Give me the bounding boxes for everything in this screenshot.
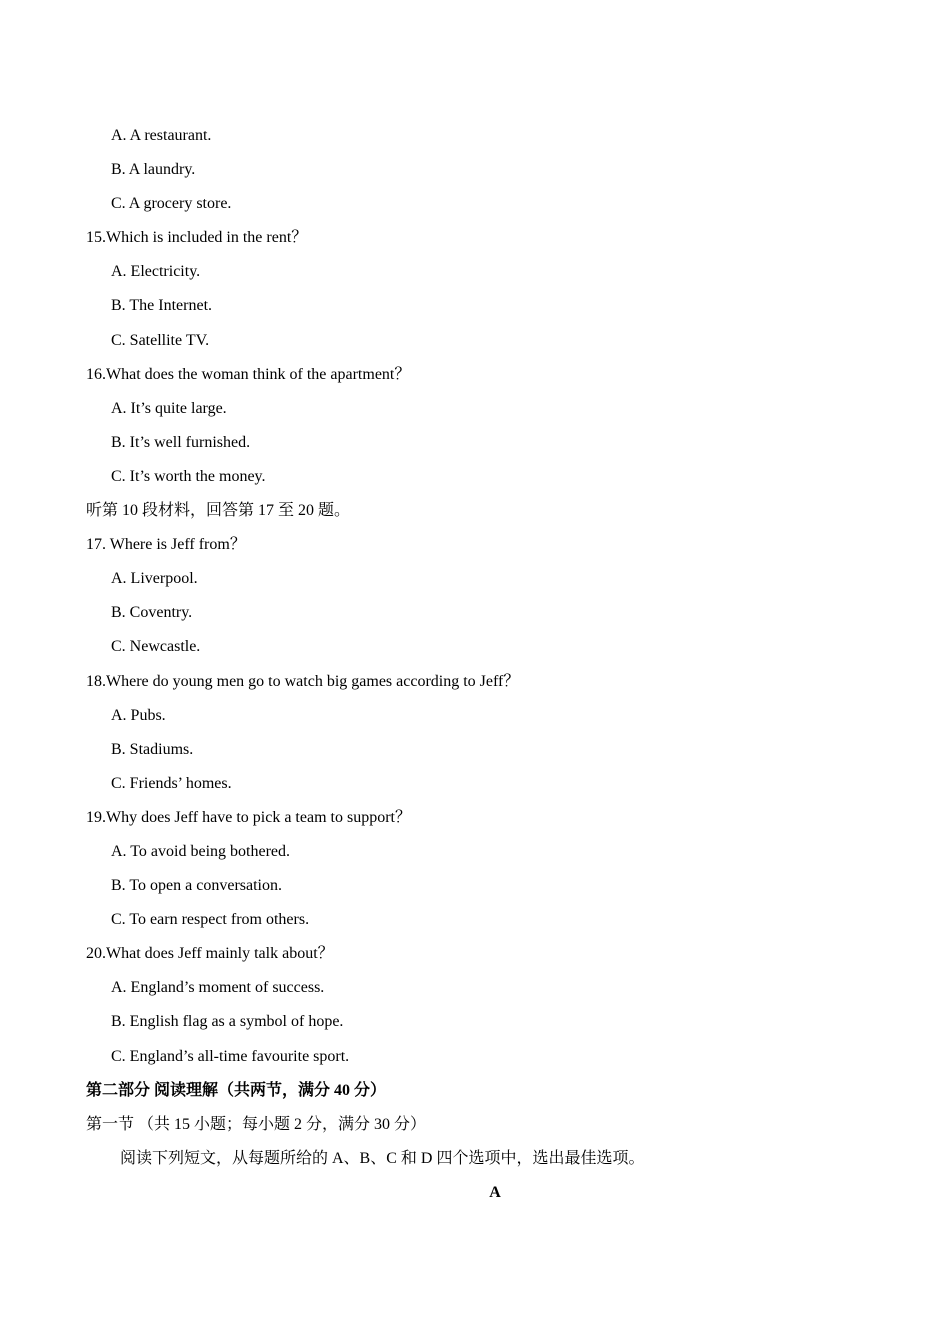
section-heading: 第二部分 阅读理解（共两节，满分 40 分） <box>86 1081 387 1099</box>
option-19b: B. To open a conversation. <box>111 877 282 895</box>
reading-instruction: 阅读下列短文，从每题所给的 A、B、C 和 D 四个选项中，选出最佳选项。 <box>120 1149 645 1167</box>
question-20: 20.What does Jeff mainly talk about？ <box>86 945 334 963</box>
question-19: 19.Why does Jeff have to pick a team to support？ <box>86 808 411 826</box>
option-17a: A. Liverpool. <box>111 570 198 588</box>
option-20a: A. England’s moment of success. <box>111 979 325 997</box>
document-page <box>0 118 950 1209</box>
option-14c: C. A grocery store. <box>111 195 232 213</box>
option-17c: C. Newcastle. <box>111 638 201 656</box>
question-18: 18.Where do young men go to watch big games according to Jeff？ <box>86 672 520 690</box>
option-20b: B. English flag as a symbol of hope. <box>111 1013 344 1031</box>
option-19a: A. To avoid being bothered. <box>111 842 290 860</box>
listening-instruction: 听第 10 段材料，回答第 17 至 20 题。 <box>86 502 351 520</box>
option-16c: C. It’s worth the money. <box>111 467 266 485</box>
question-17: 17. Where is Jeff from？ <box>86 536 246 554</box>
option-18a: A. Pubs. <box>111 706 166 724</box>
option-15c: C. Satellite TV. <box>111 331 210 349</box>
passage-label: A <box>489 1183 501 1201</box>
option-16a: A. It’s quite large. <box>111 399 227 417</box>
option-15a: A. Electricity. <box>111 263 201 281</box>
option-17b: B. Coventry. <box>111 604 193 622</box>
option-14b: B. A laundry. <box>111 161 196 179</box>
subsection-heading: 第一节 （共 15 小题；每小题 2 分，满分 30 分） <box>86 1115 427 1133</box>
option-18c: C. Friends’ homes. <box>111 774 232 792</box>
question-16: 16.What does the woman think of the apartment？ <box>86 365 411 383</box>
option-16b: B. It’s well furnished. <box>111 433 251 451</box>
option-15b: B. The Internet. <box>111 297 213 315</box>
question-15: 15.Which is included in the rent？ <box>86 229 308 247</box>
option-18b: B. Stadiums. <box>111 740 194 758</box>
option-14a: A. A restaurant. <box>111 127 212 144</box>
option-19c: C. To earn respect from others. <box>111 911 310 929</box>
option-20c: C. England’s all-time favourite sport. <box>111 1047 350 1065</box>
